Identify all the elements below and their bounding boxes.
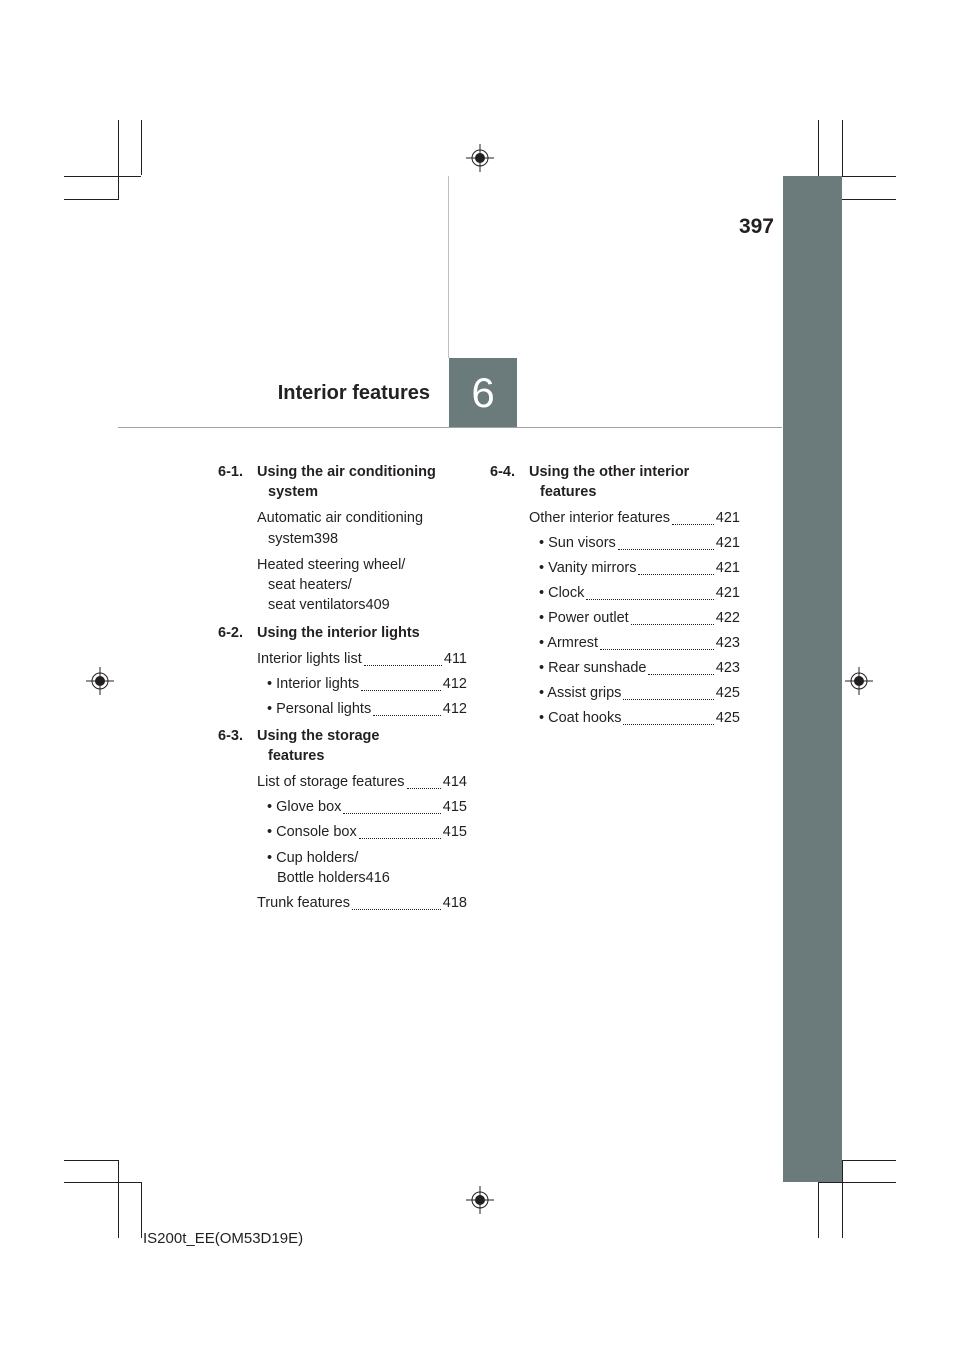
section-title-cont: system [268,484,318,500]
section-title-cont: features [268,748,325,764]
entry-text: system [268,531,314,547]
toc-entry[interactable] [218,647,467,672]
entry-text: Bottle holders [277,870,366,886]
page-ref: 415 [442,824,467,840]
registration-mark-icon [845,667,873,695]
entry-text: seat ventilators [268,597,366,613]
toc-entry[interactable] [218,672,467,697]
toc-entry[interactable] [218,697,467,722]
entry-text: • Interior lights [267,676,360,692]
registration-mark-icon [466,144,494,172]
header-rule [118,427,782,428]
header-divider [448,176,449,358]
entry-text: • Rear sunshade [539,660,647,676]
toc-entry[interactable] [218,820,467,845]
crop-mark [818,1182,896,1183]
entry-text: • Assist grips [539,685,622,701]
crop-mark [64,1160,118,1161]
entry-text: List of storage features [257,774,405,790]
toc-entry[interactable] [490,506,740,531]
section-title: Using the interior lights [257,625,420,641]
page-ref: 398 [313,531,339,547]
page-ref: 421 [715,510,740,526]
section-number: 6-1. [218,464,243,480]
entry-text: • Vanity mirrors [539,560,637,576]
crop-mark [141,1182,142,1238]
toc-entry[interactable] [490,606,740,631]
section-title: Using the storage [257,728,380,744]
section-6-1-heading [218,460,467,506]
page-ref: 416 [365,870,390,886]
entry-text: • Console box [267,824,357,840]
crop-mark [818,1182,819,1238]
chapter-title: Interior features [277,382,430,404]
entry-text: Automatic air conditioning [257,510,424,526]
toc-entry[interactable] [490,706,740,731]
section-title: Using the air conditioning [257,464,436,480]
toc-entry[interactable] [490,581,740,606]
registration-mark-icon [86,667,114,695]
toc-entry[interactable] [490,531,740,556]
entry-text: Trunk features [257,895,350,911]
section-number: 6-4. [490,464,515,480]
crop-mark [141,120,142,175]
page-ref: 411 [443,651,467,667]
entry-text: • Sun visors [539,535,616,551]
entry-text: Other interior features [529,510,671,526]
section-6-4-heading [490,460,740,506]
crop-mark [842,199,896,200]
footer-code: IS200t_EE(OM53D19E) [143,1230,304,1247]
entry-text: • Personal lights [267,701,372,717]
section-title: Using the other interior [529,464,690,480]
toc-entry[interactable] [490,631,740,656]
page-ref: 423 [715,635,740,651]
page-ref: 414 [442,774,467,790]
toc-entry[interactable] [490,656,740,681]
crop-mark [118,120,119,200]
page-ref: 421 [715,585,740,601]
toc-entry[interactable] [218,770,467,795]
page-ref: 425 [715,710,740,726]
toc-entry[interactable] [218,506,467,552]
toc-entry[interactable] [218,891,467,916]
section-number: 6-2. [218,625,243,641]
crop-mark [842,120,843,176]
toc-left-column [218,460,467,916]
chapter-sidebar [783,176,842,1182]
entry-text: Heated steering wheel/ [257,557,406,573]
toc-entry[interactable] [218,795,467,820]
toc-entry[interactable] [218,552,467,619]
page-ref: 412 [442,676,467,692]
toc-entry[interactable] [490,556,740,581]
page-ref: 412 [442,701,467,717]
entry-text: • Power outlet [539,610,629,626]
crop-mark [842,1160,843,1238]
chapter-number-badge: 6 [449,358,517,427]
crop-mark [842,1160,896,1161]
page-ref: 423 [715,660,740,676]
page-ref: 421 [715,535,740,551]
registration-mark-icon [466,1186,494,1214]
page-ref: 409 [365,597,390,613]
entry-text: • Glove box [267,799,342,815]
page-ref: 415 [442,799,467,815]
entry-text: • Clock [539,585,585,601]
crop-mark [64,199,118,200]
crop-mark [64,176,141,177]
page-ref: 421 [715,560,740,576]
toc-entry[interactable] [490,681,740,706]
entry-text: • Coat hooks [539,710,622,726]
entry-text: seat heaters/ [268,577,352,593]
section-6-2-heading [218,621,467,647]
page-ref: 418 [442,895,467,911]
page-number: 397 [738,215,774,238]
section-6-3-heading [218,724,467,770]
entry-text: Interior lights list [257,651,362,667]
toc-entry[interactable] [218,845,467,891]
section-number: 6-3. [218,728,243,744]
toc-right-column [490,460,740,731]
crop-mark [118,1160,119,1238]
page-ref: 422 [715,610,740,626]
crop-mark [64,1182,141,1183]
entry-text: • Cup holders/ [267,850,359,866]
section-title-cont: features [540,484,597,500]
entry-text: • Armrest [539,635,599,651]
page-ref: 425 [715,685,740,701]
